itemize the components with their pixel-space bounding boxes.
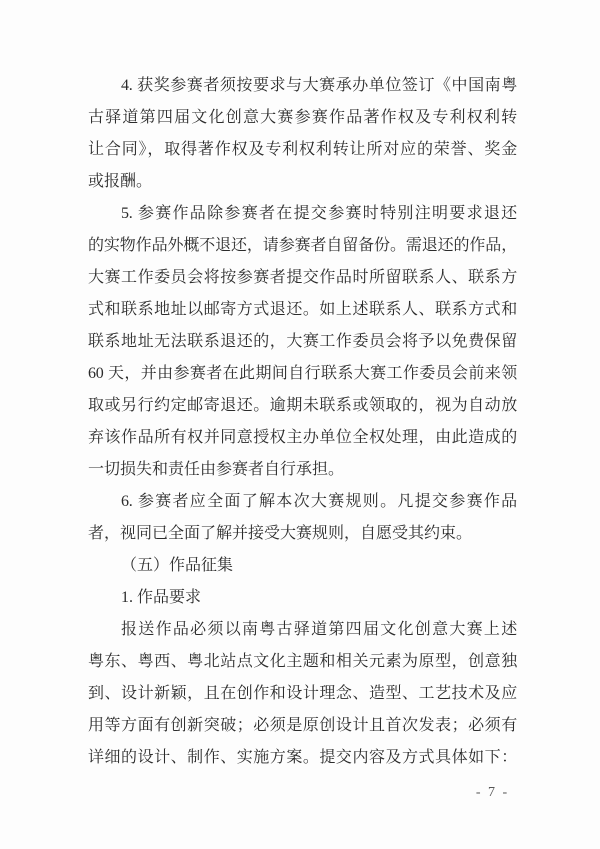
text-line: 60 天，并由参赛者在此期间自行联系大赛工作委员会前来领 (88, 365, 517, 382)
text-line: 5. 参赛作品除参赛者在提交参赛时特别注明要求退还 (121, 205, 517, 222)
text-line: 古驿道第四届文化创意大赛参赛作品著作权及专利权利转 (88, 109, 517, 126)
section-heading: （五）作品征集 (121, 557, 234, 574)
text-line: 报送作品必须以南粤古驿道第四届文化创意大赛上述 (121, 621, 517, 638)
text-line: 粤东、粤西、粤北站点文化主题和相关元素为原型，创意独 (88, 653, 517, 670)
text-line: 让合同》，取得著作权及专利权利转让所对应的荣誉、奖金 (88, 141, 517, 158)
text-line: 取或另行约定邮寄退还。逾期未联系或领取的，视为自动放 (88, 397, 517, 414)
text-line: 的实物作品外概不退还，请参赛者自留备份。需退还的作品， (88, 237, 517, 254)
text-line: 弃该作品所有权并同意授权主办单位全权处理，由此造成的 (88, 429, 517, 446)
text-line: 4. 获奖参赛者须按要求与大赛承办单位签订《中国南粤 (121, 77, 517, 94)
document-body (88, 70, 517, 774)
subsection-heading: 1. 作品要求 (121, 589, 202, 606)
text-line: 一切损失和责任由参赛者自行承担。 (88, 461, 345, 478)
text-line: 者，视同已全面了解并接受大赛规则，自愿受其约束。 (88, 525, 473, 542)
text-line: 或报酬。 (88, 173, 153, 190)
text-line: 大赛工作委员会将按参赛者提交作品时所留联系人、联系方 (88, 269, 517, 286)
page-number: - 7 - (475, 785, 510, 800)
text-line: 联系地址无法联系退还的，大赛工作委员会将予以免费保留 (88, 333, 517, 350)
text-line: 到、设计新颖，且在创作和设计理念、造型、工艺技术及应 (88, 685, 517, 702)
text-line: 用等方面有创新突破；必须是原创设计且首次发表；必须有 (88, 717, 517, 734)
text-line: 6. 参赛者应全面了解本次大赛规则。凡提交参赛作品 (121, 493, 517, 510)
text-line: 详细的设计、制作、实施方案。提交内容及方式具体如下： (88, 749, 517, 766)
text-line: 式和联系地址以邮寄方式退还。如上述联系人、联系方式和 (88, 301, 517, 318)
